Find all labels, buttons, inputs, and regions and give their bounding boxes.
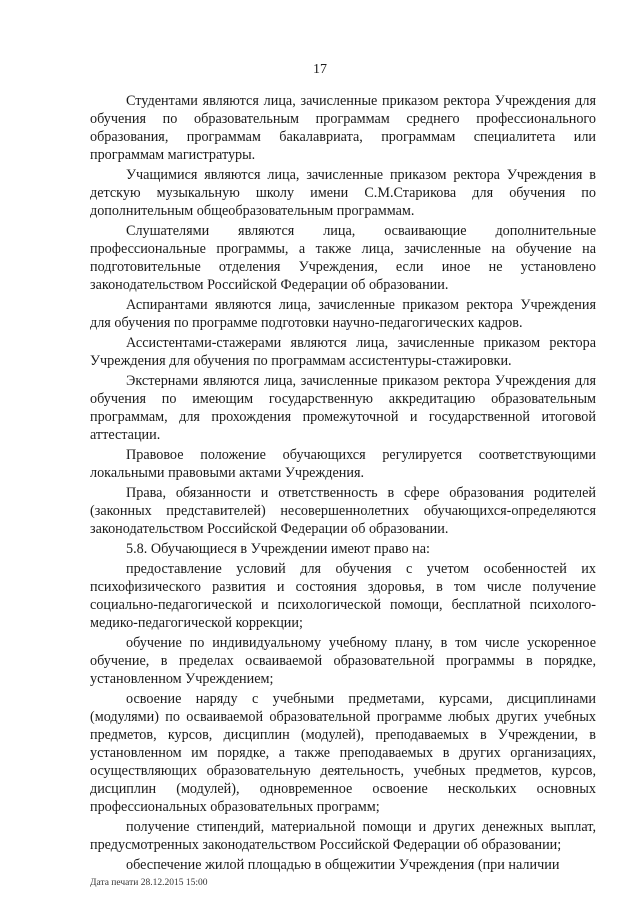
paragraph-section-5-8: 5.8. Обучающиеся в Учреждении имеют право на: [126, 541, 430, 557]
paragraph-pupils: Учащимися являются лица, зачисленные приказом ректора Учреждения в детскую музыкальную школу имени С.М.Старикова для обучения по дополнительным общеобразовательным программам. [90, 167, 596, 219]
paragraph-right-conditions: предоставление условий для обучения с учетом особенностей их психофизического развития и состояния здоровья, в том числе получение социально-педагогической и психологической помощи, бесплатной психолого-медико-педагогической коррекции; [90, 561, 596, 631]
paragraph-external-students: Экстернами являются лица, зачисленные приказом ректора Учреждения для обучения по имеющим государственную аккредитацию образовательным программам, для прохождения промежуточной и государственной итоговой аттестации. [90, 373, 596, 443]
document-body [90, 92, 596, 876]
paragraph-legal-status: Правовое положение обучающихся регулируется соответствующими локальными правовыми актами Учреждения. [90, 447, 596, 481]
paragraph-listeners: Слушателями являются лица, осваивающие дополнительные профессиональные программы, а также лица, зачисленные на обучение на подготовительные отделения Учреждения, если иное не установлено законодательством Российской Федерации об образовании. [90, 223, 596, 293]
paragraph-right-additional-subjects: освоение наряду с учебными предметами, курсами, дисциплинами (модулями) по осваиваемой образовательной программе любых других учебных предметов, курсов, дисциплин (модулей), преподаваемых в Учреждении, в установленном им порядке, а также преподаваемых в других организациях, осуществляющих образовательную деятельность, учебных предметов, курсов, дисциплин (модулей), одновременное освоение нескольких основных профессиональных образовательных программ; [90, 691, 596, 815]
paragraph-right-dormitory: обеспечение жилой площадью в общежитии Учреждения (при наличии [126, 857, 560, 873]
print-date-footer: Дата печати 28.12.2015 15:00 [90, 878, 208, 888]
paragraph-postgraduates: Аспирантами являются лица, зачисленные приказом ректора Учреждения для обучения по программе подготовки научно-педагогических кадров. [90, 297, 596, 331]
paragraph-right-stipends: получение стипендий, материальной помощи и других денежных выплат, предусмотренных законодательством Российской Федерации об образовании; [90, 819, 596, 853]
paragraph-right-individual-plan: обучение по индивидуальному учебному плану, в том числе ускоренное обучение, в пределах осваиваемой образовательной программы в порядке, установленном Учреждением; [90, 635, 596, 687]
paragraph-assistant-trainees: Ассистентами-стажерами являются лица, зачисленные приказом ректора Учреждения для обучения по программам ассистентуры-стажировки. [90, 335, 596, 369]
paragraph-students: Студентами являются лица, зачисленные приказом ректора Учреждения для обучения по образовательным программам среднего профессионального образования, программам бакалавриата, программам специалитета или программам магистратуры. [90, 93, 596, 163]
paragraph-parents-rights: Права, обязанности и ответственность в сфере образования родителей (законных представителей) несовершеннолетних обучающихся-определяются законодательством Российской Федерации об образовании. [90, 485, 596, 537]
page-number: 17 [313, 62, 327, 77]
